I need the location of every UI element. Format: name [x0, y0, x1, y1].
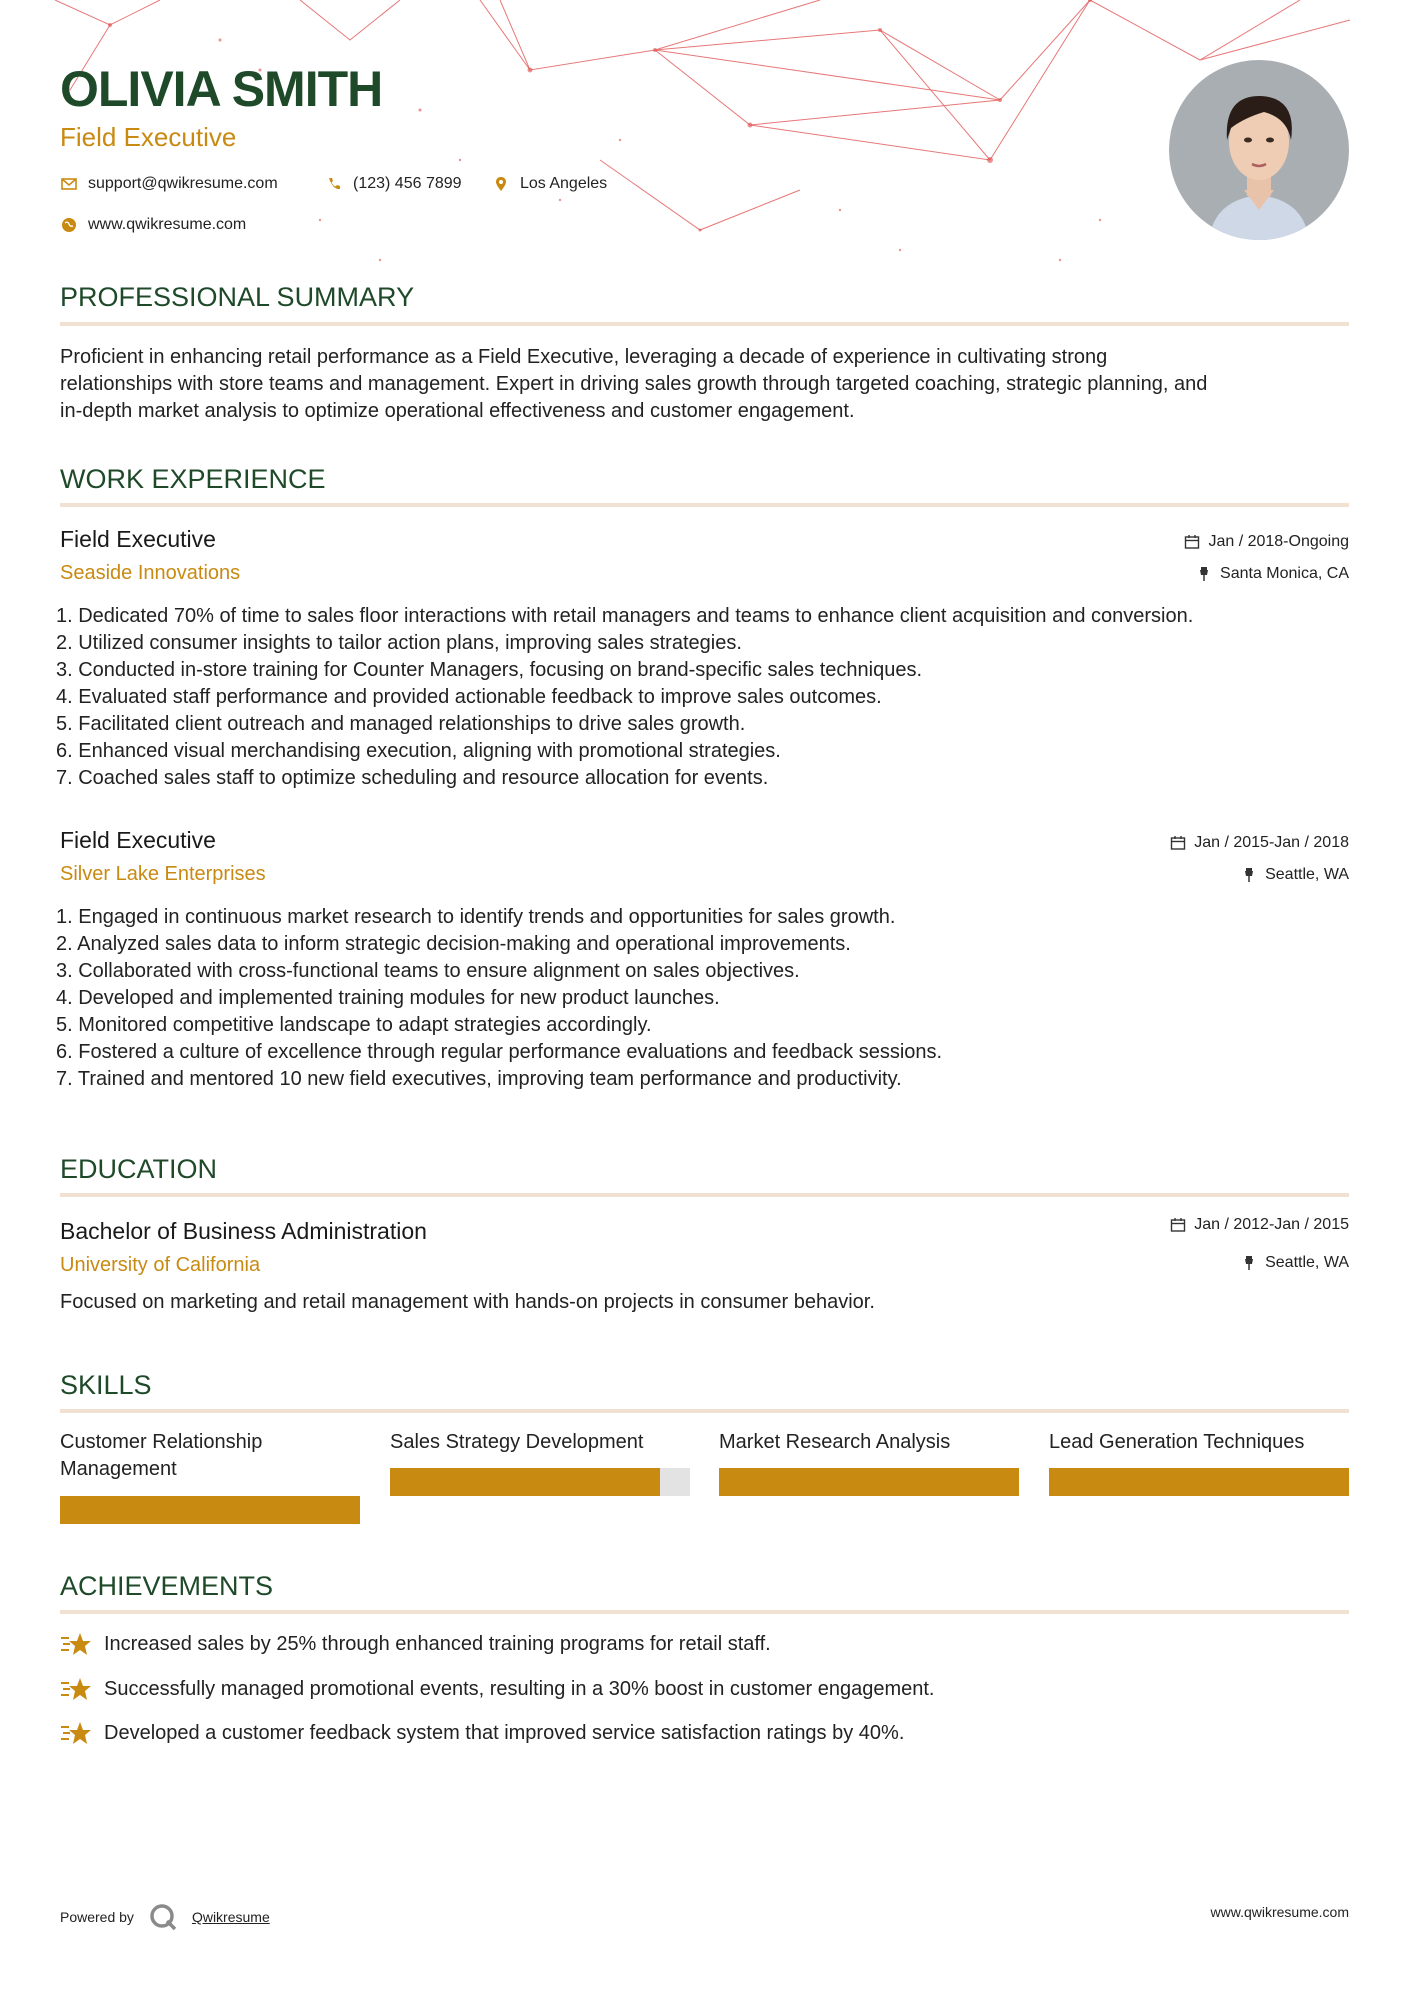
- skill-bar: [1049, 1468, 1349, 1496]
- footer-powered-by: [60, 1902, 270, 1932]
- summary-heading: PROFESSIONAL SUMMARY: [60, 282, 415, 312]
- skills-heading: SKILLS: [60, 1370, 152, 1400]
- achievements-divider: [60, 1610, 1349, 1614]
- skill-item: [390, 1429, 690, 1456]
- summary-text: [60, 344, 1360, 425]
- achievement-text: Increased sales by 25% through enhanced training programs for retail staff.: [104, 1632, 771, 1655]
- education-location-text: Seattle, WA: [1265, 1254, 1349, 1271]
- skills-divider: [60, 1409, 1349, 1413]
- company-name: Seaside Innovations: [60, 562, 241, 584]
- school-name: University of California: [60, 1254, 261, 1276]
- list-item: 4. Evaluated staff performance and provided actionable feedback to improve sales outcomes.: [56, 686, 882, 708]
- experience-heading: WORK EXPERIENCE: [60, 464, 326, 494]
- list-item: 2. Analyzed sales data to inform strategic decision-making and operational improvements.: [56, 933, 851, 955]
- candidate-role: Field Executive: [60, 122, 237, 152]
- website-text: www.qwikresume.com: [88, 216, 247, 233]
- education-dates-text: Jan / 2012-Jan / 2015: [1194, 1216, 1349, 1233]
- location-text: Los Angeles: [520, 175, 608, 192]
- summary-divider: [60, 322, 1349, 326]
- star-achievement-icon: [60, 1675, 92, 1703]
- profile-portrait: [1169, 60, 1349, 240]
- pin-icon: [1241, 1255, 1257, 1271]
- achievement-item: [60, 1675, 934, 1703]
- degree-title: Bachelor of Business Administration: [60, 1218, 427, 1244]
- map-pin-icon: [492, 175, 510, 193]
- list-item: 7. Trained and mentored 10 new field executives, improving team performance and productivity.: [56, 1068, 902, 1090]
- job-location: [1196, 565, 1349, 583]
- list-item: 1. Dedicated 70% of time to sales floor interactions with retail managers and teams to enhance client acquisition and conversion.: [56, 605, 1194, 627]
- skill-label: [60, 1429, 360, 1483]
- job-dates-text: Jan / 2018-Ongoing: [1208, 533, 1349, 550]
- list-item: 3. Collaborated with cross-functional teams to ensure alignment on sales objectives.: [56, 960, 800, 982]
- skill-bar-fill: [1049, 1468, 1349, 1496]
- education-heading: EDUCATION: [60, 1154, 218, 1184]
- skill-item: [1049, 1429, 1349, 1456]
- skill-label: Lead Generation Techniques: [1049, 1431, 1305, 1453]
- footer-website[interactable]: www.qwikresume.com: [1210, 1904, 1349, 1920]
- pin-icon: [1241, 867, 1257, 883]
- skill-label-line: Customer Relationship: [60, 1431, 263, 1453]
- skill-bar-fill: [719, 1468, 1019, 1496]
- summary-line: relationships with store teams and management. Expert in driving sales growth through targeted coaching, strategic planning, and: [60, 373, 1208, 395]
- achievement-item: [60, 1630, 771, 1658]
- summary-line: Proficient in enhancing retail performance as a Field Executive, leveraging a decade of experience in cultivating strong: [60, 346, 1108, 368]
- candidate-name: OLIVIA SMITH: [60, 61, 383, 117]
- list-item: 6. Fostered a culture of excellence through regular performance evaluations and feedback sessions.: [56, 1041, 943, 1063]
- list-item: 5. Monitored competitive landscape to adapt strategies accordingly.: [56, 1014, 652, 1036]
- list-item: 1. Engaged in continuous market research to identify trends and opportunities for sales growth.: [56, 906, 896, 928]
- list-item: 5. Facilitated client outreach and managed relationships to drive sales growth.: [56, 713, 746, 735]
- summary-line: in-depth market analysis to optimize operational effectiveness and customer engagement.: [60, 400, 855, 422]
- job-dates: [1184, 533, 1349, 551]
- job-location-text: Santa Monica, CA: [1220, 565, 1349, 582]
- phone-contact[interactable]: [325, 175, 462, 193]
- education-divider: [60, 1193, 1349, 1197]
- job-title: Field Executive: [60, 827, 216, 853]
- envelope-icon: [60, 175, 78, 193]
- qwikresume-link[interactable]: Qwikresume: [191, 1909, 270, 1925]
- company-name: Silver Lake Enterprises: [60, 863, 266, 885]
- globe-icon: [60, 216, 78, 234]
- education-description: Focused on marketing and retail management with hands-on projects in consumer behavior.: [60, 1291, 875, 1313]
- job-bullets: [56, 603, 1366, 792]
- skill-item: [60, 1429, 360, 1483]
- list-item: 3. Conducted in-store training for Counter Managers, focusing on brand-specific sales techniques.: [56, 659, 923, 681]
- email-text: support@qwikresume.com: [88, 175, 278, 192]
- skill-item: [719, 1429, 1019, 1456]
- list-item: 7. Coached sales staff to optimize scheduling and resource allocation for events.: [56, 767, 769, 789]
- powered-by-label: Powered by: [60, 1909, 134, 1925]
- star-achievement-icon: [60, 1630, 92, 1658]
- profile-photo: [1169, 60, 1349, 240]
- skill-bar: [60, 1496, 360, 1524]
- location-contact: [492, 175, 607, 193]
- job-dates-text: Jan / 2015-Jan / 2018: [1194, 834, 1349, 851]
- skill-label: Sales Strategy Development: [390, 1431, 644, 1453]
- calendar-icon: [1184, 534, 1200, 550]
- skill-label: Market Research Analysis: [719, 1431, 951, 1453]
- education-dates: [1170, 1216, 1349, 1234]
- skill-bar: [390, 1468, 690, 1496]
- achievement-text: Successfully managed promotional events, resulting in a 30% boost in customer engagement.: [104, 1677, 935, 1700]
- job-location: [1241, 866, 1349, 884]
- phone-text: (123) 456 7899: [353, 175, 462, 192]
- achievement-item: [60, 1719, 904, 1747]
- pin-icon: [1196, 566, 1212, 582]
- achievements-heading: ACHIEVEMENTS: [60, 1571, 274, 1601]
- phone-icon: [325, 175, 343, 193]
- achievement-text: Developed a customer feedback system that improved service satisfaction ratings by 40%.: [104, 1721, 905, 1744]
- calendar-icon: [1170, 835, 1186, 851]
- skill-bar-fill: [60, 1496, 360, 1524]
- qwikresume-logo-icon: [148, 1902, 178, 1932]
- star-achievement-icon: [60, 1719, 92, 1747]
- skill-label-line: Management: [60, 1458, 177, 1480]
- skill-bar-fill: [390, 1468, 660, 1496]
- experience-divider: [60, 503, 1349, 507]
- job-bullets: [56, 904, 1366, 1093]
- job-title: Field Executive: [60, 526, 216, 552]
- education-location: [1241, 1254, 1349, 1272]
- list-item: 2. Utilized consumer insights to tailor action plans, improving sales strategies.: [56, 632, 742, 654]
- website-contact[interactable]: [60, 216, 246, 234]
- calendar-icon: [1170, 1217, 1186, 1233]
- job-location-text: Seattle, WA: [1265, 866, 1349, 883]
- email-contact[interactable]: [60, 175, 278, 193]
- list-item: 6. Enhanced visual merchandising execution, aligning with promotional strategies.: [56, 740, 781, 762]
- job-dates: [1170, 834, 1349, 852]
- list-item: 4. Developed and implemented training modules for new product launches.: [56, 987, 720, 1009]
- skill-bar: [719, 1468, 1019, 1496]
